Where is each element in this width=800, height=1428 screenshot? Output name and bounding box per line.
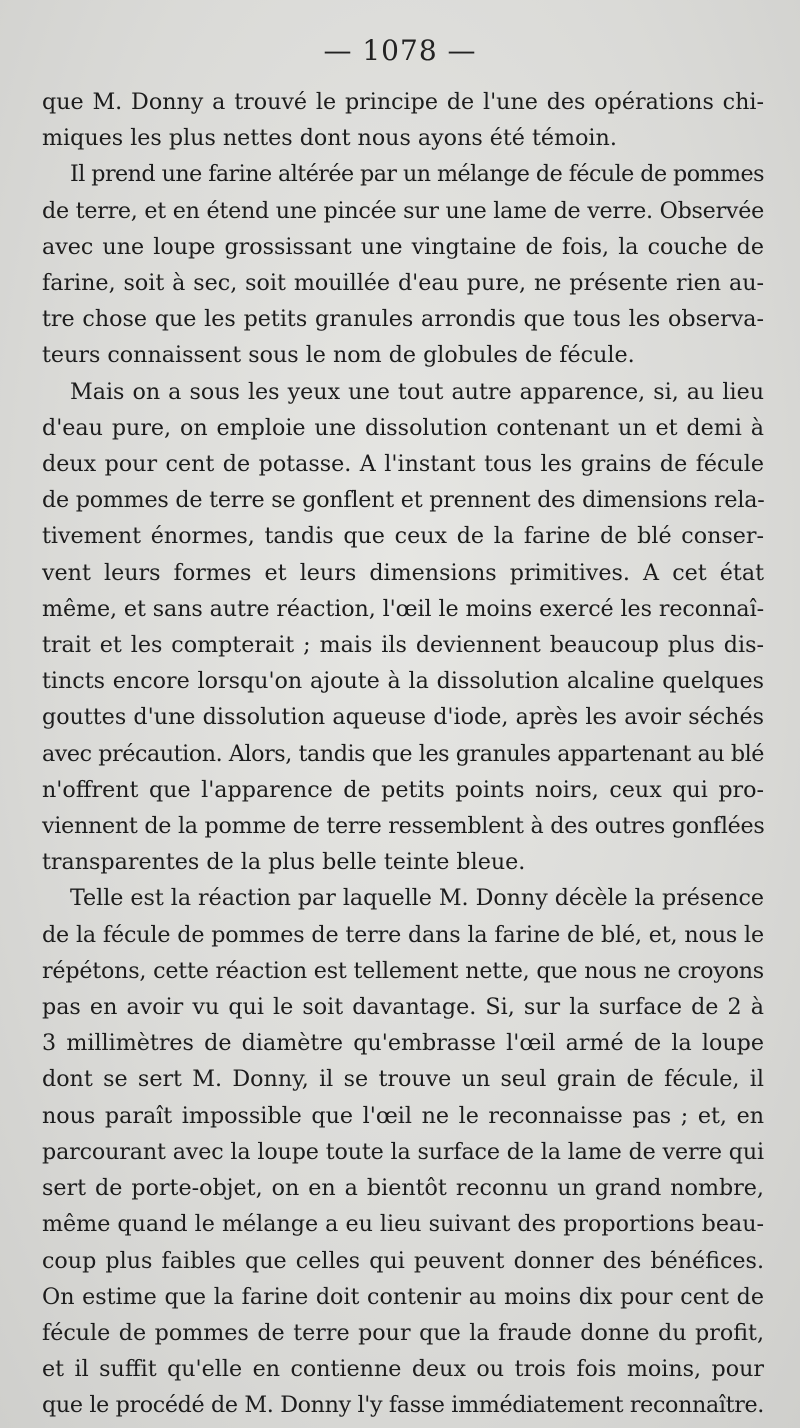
text-line: tincts encore lorsqu'on ajoute à la dissolution alcaline quelques: [42, 668, 764, 695]
text-line: miques les plus nettes dont nous ayons été témoin.: [42, 125, 617, 152]
text-line: que M. Donny a trouvé le principe de l'une des opérations chi-: [42, 89, 764, 115]
text-line: On estime que la farine doit contenir au moins dix pour cent de: [42, 1283, 764, 1310]
text-line: avec précaution. Alors, tandis que les granules appartenant au blé: [42, 740, 764, 767]
paragraph-1: [42, 84, 764, 156]
paragraph-4: [42, 880, 764, 1423]
text-line: fécule de pommes de terre pour que la fraude donne du profit,: [42, 1319, 764, 1346]
text-line: avec une loupe grossissant une vingtaine de fois, la couche de: [42, 233, 764, 260]
text-line: même, et sans autre réaction, l'œil le moins exercé les reconnaî-: [42, 595, 764, 622]
text-line: transparentes de la plus belle teinte bleue.: [42, 849, 526, 876]
text-line: n'offrent que l'apparence de petits points noirs, ceux qui pro-: [42, 776, 764, 803]
text-line: répétons, cette réaction est tellement nette, que nous ne croyons: [42, 957, 764, 984]
text-line: Il prend une farine altérée par un mélange de fécule de pommes: [70, 161, 764, 188]
text-line: tivement énormes, tandis que ceux de la farine de blé conser-: [42, 523, 764, 550]
text-line: gouttes d'une dissolution aqueuse d'iode, après les avoir séchés: [42, 704, 764, 731]
text-line: que le procédé de M. Donny l'y fasse immédiatement reconnaître.: [42, 1392, 764, 1419]
text-line: de la fécule de pommes de terre dans la farine de blé, et, nous le: [42, 921, 764, 948]
text-line: parcourant avec la loupe toute la surface de la lame de verre qui: [42, 1138, 764, 1165]
text-line: de terre, et en étend une pincée sur une lame de verre. Observée: [42, 197, 764, 224]
text-line: deux pour cent de potasse. A l'instant tous les grains de fécule: [42, 451, 764, 478]
paragraph-2: [42, 156, 764, 373]
text-line: sert de porte-objet, on en a bientôt reconnu un grand nombre,: [42, 1175, 764, 1202]
paragraph-3: [42, 374, 764, 881]
text-line: Mais on a sous les yeux une tout autre apparence, si, au lieu: [70, 378, 764, 405]
text-line: pas en avoir vu qui le soit davantage. Si, sur la surface de 2 à: [42, 994, 764, 1021]
text-line: nous paraît impossible que l'œil ne le reconnaisse pas ; et, en: [42, 1102, 764, 1129]
text-line: viennent de la pomme de terre ressemblent à des outres gonflées: [42, 813, 765, 840]
text-line: dont se sert M. Donny, il se trouve un seul grain de fécule, il: [42, 1066, 764, 1093]
text-line: farine, soit à sec, soit mouillée d'eau pure, ne présente rien au-: [42, 270, 764, 297]
text-line: même quand le mélange a eu lieu suivant des proportions beau-: [42, 1211, 764, 1238]
text-line: tre chose que les petits granules arrondis que tous les observa-: [42, 306, 764, 333]
text-line: et il suffit qu'elle en contienne deux ou trois fois moins, pour: [42, 1356, 764, 1383]
text-line: vent leurs formes et leurs dimensions primitives. A cet état: [42, 559, 764, 586]
body-text: [42, 84, 764, 1424]
text-line: trait et les compterait ; mais ils deviennent beaucoup plus dis-: [42, 632, 764, 659]
text-line: Telle est la réaction par laquelle M. Donny décèle la présence: [70, 885, 764, 912]
text-line: 3 millimètres de diamètre qu'embrasse l'œil armé de la loupe: [42, 1030, 764, 1057]
text-line: teurs connaissent sous le nom de globules de fécule.: [42, 342, 635, 369]
text-line: de pommes de terre se gonflent et prennent des dimensions rela-: [42, 487, 765, 514]
page-number: — 1078 —: [323, 34, 477, 67]
text-line: d'eau pure, on emploie une dissolution contenant un et demi à: [42, 414, 764, 441]
text-line: coup plus faibles que celles qui peuvent donner des bénéfices.: [42, 1247, 764, 1274]
